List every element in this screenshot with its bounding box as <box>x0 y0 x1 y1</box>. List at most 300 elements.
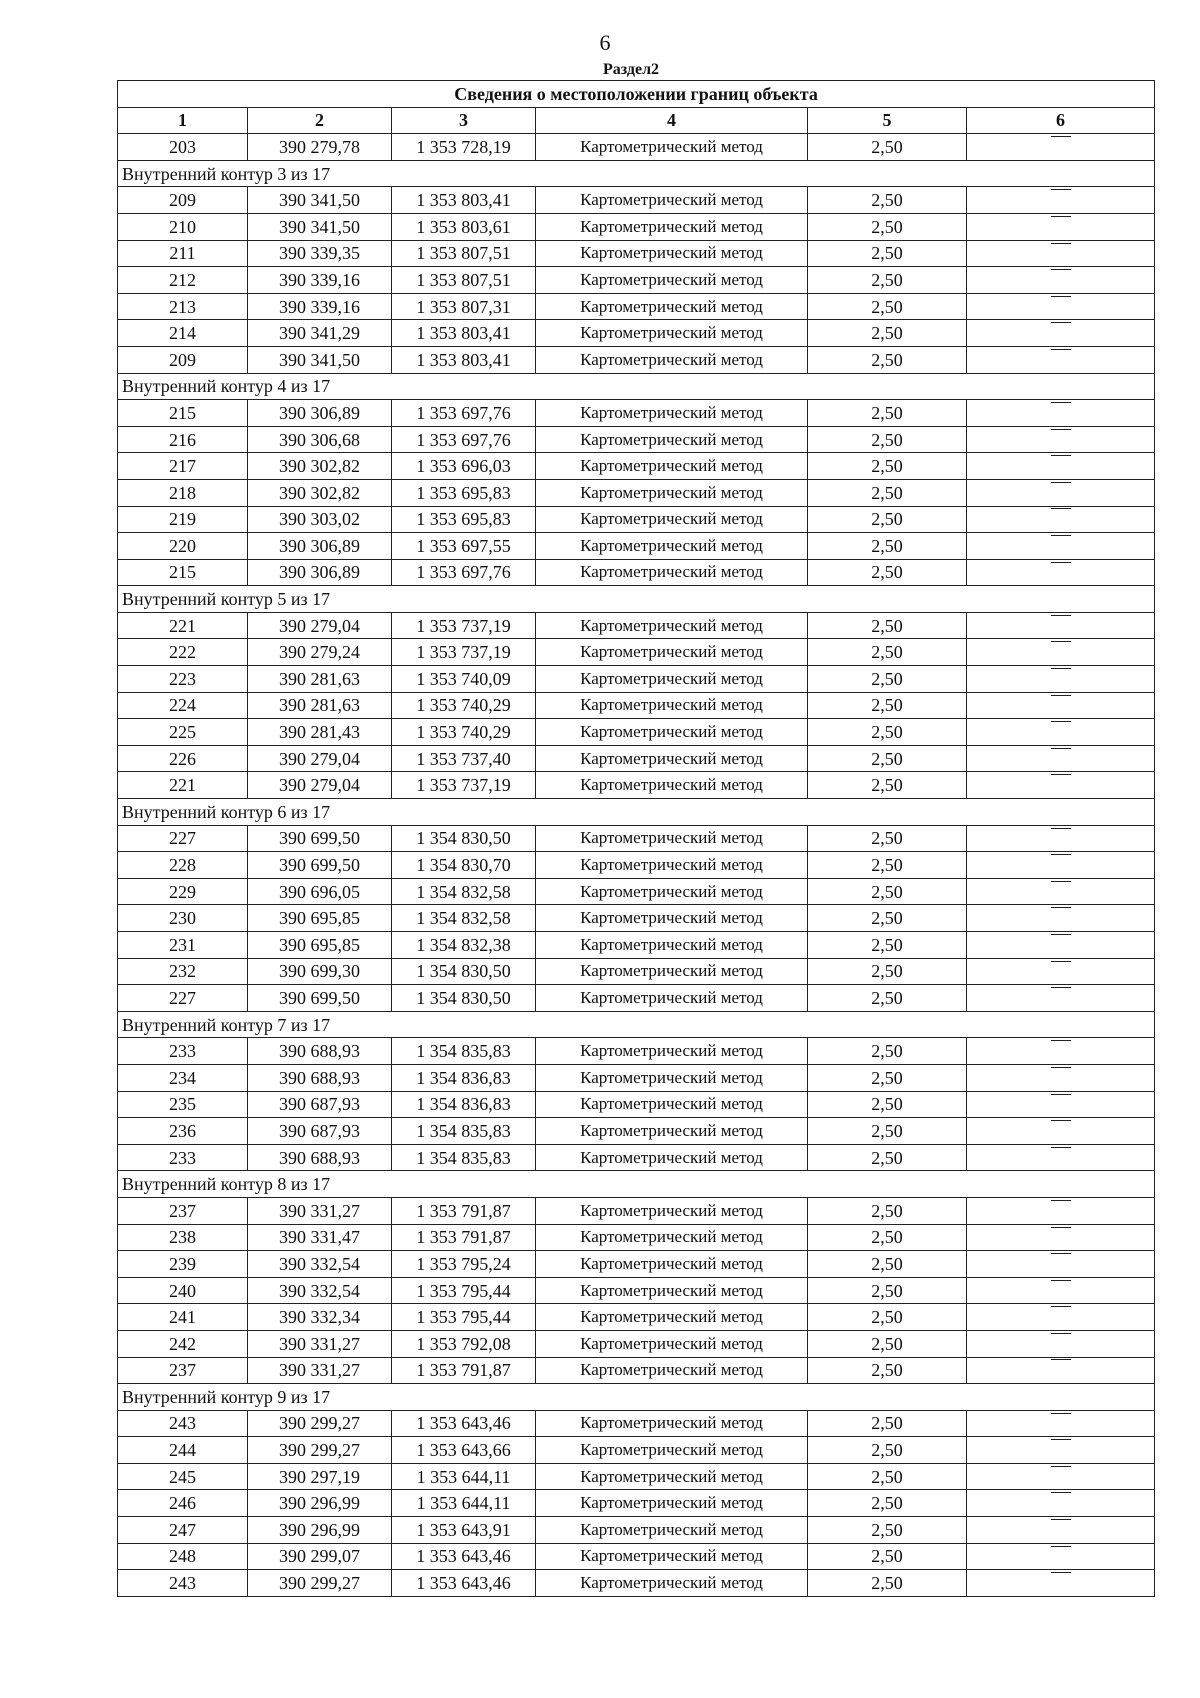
table-row <box>118 932 1155 959</box>
accuracy-cell: 2,50 <box>808 852 967 879</box>
description-cell <box>967 479 1155 506</box>
column-header: 4 <box>536 107 808 134</box>
method-cell: Картометрический метод <box>536 905 808 932</box>
boundary-coordinates-table <box>117 80 1155 1597</box>
method-cell: Картометрический метод <box>536 692 808 719</box>
coord-x-cell: 390 296,99 <box>248 1490 392 1517</box>
dash-icon <box>1051 1040 1071 1063</box>
coord-x-cell: 390 299,27 <box>248 1410 392 1437</box>
accuracy-cell: 2,50 <box>808 1118 967 1145</box>
dash-icon <box>1051 721 1071 744</box>
contour-label: Внутренний контур 3 из 17 <box>118 160 1155 187</box>
coord-y-cell: 1 353 697,76 <box>392 559 536 586</box>
description-cell <box>967 719 1155 746</box>
accuracy-cell: 2,50 <box>808 825 967 852</box>
description-cell <box>967 1197 1155 1224</box>
coord-x-cell: 390 341,50 <box>248 187 392 214</box>
point-number-cell: 236 <box>118 1118 248 1145</box>
description-cell <box>967 1251 1155 1278</box>
table-row <box>118 852 1155 879</box>
dash-icon <box>1051 296 1071 319</box>
point-number-cell: 243 <box>118 1410 248 1437</box>
table-row <box>118 639 1155 666</box>
contour-label: Внутренний контур 7 из 17 <box>118 1011 1155 1038</box>
coord-y-cell: 1 354 836,83 <box>392 1091 536 1118</box>
point-number-cell: 228 <box>118 852 248 879</box>
coord-y-cell: 1 353 644,11 <box>392 1490 536 1517</box>
accuracy-cell: 2,50 <box>808 1038 967 1065</box>
method-cell: Картометрический метод <box>536 1357 808 1384</box>
point-number-cell: 215 <box>118 400 248 427</box>
section-title: Раздел2 <box>602 61 660 78</box>
contour-label: Внутренний контур 9 из 17 <box>118 1384 1155 1411</box>
accuracy-cell: 2,50 <box>808 745 967 772</box>
contour-header-row <box>118 1171 1155 1198</box>
description-cell <box>967 1543 1155 1570</box>
dash-icon <box>1051 1200 1071 1223</box>
method-cell: Картометрический метод <box>536 346 808 373</box>
table-row <box>118 320 1155 347</box>
point-number-cell: 209 <box>118 346 248 373</box>
coord-x-cell: 390 699,50 <box>248 852 392 879</box>
coord-y-cell: 1 353 740,29 <box>392 719 536 746</box>
coord-y-cell: 1 353 644,11 <box>392 1463 536 1490</box>
coord-y-cell: 1 354 832,38 <box>392 932 536 959</box>
coord-y-cell: 1 353 643,66 <box>392 1437 536 1464</box>
accuracy-cell: 2,50 <box>808 320 967 347</box>
point-number-cell: 220 <box>118 533 248 560</box>
description-cell <box>967 346 1155 373</box>
description-cell <box>967 1144 1155 1171</box>
accuracy-cell: 2,50 <box>808 1144 967 1171</box>
dash-icon <box>1051 1546 1071 1569</box>
method-cell: Картометрический метод <box>536 1224 808 1251</box>
description-cell <box>967 692 1155 719</box>
description-cell <box>967 745 1155 772</box>
accuracy-cell: 2,50 <box>808 506 967 533</box>
table-row <box>118 506 1155 533</box>
dash-icon <box>1051 907 1071 930</box>
coord-x-cell: 390 279,24 <box>248 639 392 666</box>
dash-icon <box>1051 269 1071 292</box>
table-row <box>118 533 1155 560</box>
table-row <box>118 825 1155 852</box>
point-number-cell: 215 <box>118 559 248 586</box>
point-number-cell: 241 <box>118 1304 248 1331</box>
contour-label: Внутренний контур 6 из 17 <box>118 799 1155 826</box>
description-cell <box>967 533 1155 560</box>
point-number-cell: 212 <box>118 267 248 294</box>
point-number-cell: 244 <box>118 1437 248 1464</box>
coord-y-cell: 1 354 835,83 <box>392 1118 536 1145</box>
coord-y-cell: 1 353 643,91 <box>392 1517 536 1544</box>
method-cell: Картометрический метод <box>536 1064 808 1091</box>
coord-y-cell: 1 353 695,83 <box>392 479 536 506</box>
dash-icon <box>1051 987 1071 1010</box>
description-cell <box>967 213 1155 240</box>
contour-header-row <box>118 373 1155 400</box>
table-row <box>118 1197 1155 1224</box>
table-row <box>118 1277 1155 1304</box>
dash-icon <box>1051 1147 1071 1170</box>
dash-icon <box>1051 189 1071 212</box>
point-number-cell: 235 <box>118 1091 248 1118</box>
coord-x-cell: 390 331,47 <box>248 1224 392 1251</box>
table-row <box>118 213 1155 240</box>
point-number-cell: 227 <box>118 825 248 852</box>
dash-icon <box>1051 562 1071 585</box>
point-number-cell: 210 <box>118 213 248 240</box>
description-cell <box>967 1224 1155 1251</box>
point-number-cell: 233 <box>118 1038 248 1065</box>
method-cell: Картометрический метод <box>536 1304 808 1331</box>
method-cell: Картометрический метод <box>536 666 808 693</box>
method-cell: Картометрический метод <box>536 1091 808 1118</box>
point-number-cell: 239 <box>118 1251 248 1278</box>
accuracy-cell: 2,50 <box>808 213 967 240</box>
point-number-cell: 234 <box>118 1064 248 1091</box>
description-cell <box>967 878 1155 905</box>
point-number-cell: 213 <box>118 293 248 320</box>
description-cell <box>967 932 1155 959</box>
table-row <box>118 1463 1155 1490</box>
method-cell: Картометрический метод <box>536 479 808 506</box>
accuracy-cell: 2,50 <box>808 692 967 719</box>
dash-icon <box>1051 1519 1071 1542</box>
table-row <box>118 1144 1155 1171</box>
coord-x-cell: 390 279,04 <box>248 772 392 799</box>
coord-y-cell: 1 353 740,09 <box>392 666 536 693</box>
coord-x-cell: 390 299,27 <box>248 1570 392 1597</box>
coord-y-cell: 1 353 740,29 <box>392 692 536 719</box>
description-cell <box>967 400 1155 427</box>
description-cell <box>967 187 1155 214</box>
coord-y-cell: 1 353 697,76 <box>392 426 536 453</box>
description-cell <box>967 1517 1155 1544</box>
accuracy-cell: 2,50 <box>808 1410 967 1437</box>
coord-x-cell: 390 331,27 <box>248 1197 392 1224</box>
point-number-cell: 221 <box>118 612 248 639</box>
method-cell: Картометрический метод <box>536 639 808 666</box>
method-cell: Картометрический метод <box>536 293 808 320</box>
coord-x-cell: 390 332,54 <box>248 1277 392 1304</box>
point-number-cell: 237 <box>118 1197 248 1224</box>
coord-y-cell: 1 353 643,46 <box>392 1410 536 1437</box>
coord-x-cell: 390 699,50 <box>248 985 392 1012</box>
method-cell: Картометрический метод <box>536 559 808 586</box>
accuracy-cell: 2,50 <box>808 1330 967 1357</box>
dash-icon <box>1051 1572 1071 1595</box>
accuracy-cell: 2,50 <box>808 426 967 453</box>
contour-header-row <box>118 586 1155 613</box>
method-cell: Картометрический метод <box>536 1197 808 1224</box>
description-cell <box>967 267 1155 294</box>
method-cell: Картометрический метод <box>536 1330 808 1357</box>
point-number-cell: 240 <box>118 1277 248 1304</box>
table-title: Сведения о местоположении границ объекта <box>118 81 1155 108</box>
coord-y-cell: 1 353 795,44 <box>392 1277 536 1304</box>
coord-x-cell: 390 341,50 <box>248 213 392 240</box>
description-cell <box>967 1330 1155 1357</box>
accuracy-cell: 2,50 <box>808 985 967 1012</box>
description-cell <box>967 1463 1155 1490</box>
method-cell: Картометрический метод <box>536 612 808 639</box>
coord-y-cell: 1 354 830,50 <box>392 825 536 852</box>
description-cell <box>967 1064 1155 1091</box>
table-row <box>118 1091 1155 1118</box>
point-number-cell: 216 <box>118 426 248 453</box>
coord-y-cell: 1 353 803,61 <box>392 213 536 240</box>
coord-y-cell: 1 353 803,41 <box>392 320 536 347</box>
coord-y-cell: 1 353 737,19 <box>392 612 536 639</box>
table-row <box>118 1251 1155 1278</box>
coord-x-cell: 390 279,04 <box>248 745 392 772</box>
point-number-cell: 230 <box>118 905 248 932</box>
coord-x-cell: 390 306,89 <box>248 400 392 427</box>
coord-x-cell: 390 332,34 <box>248 1304 392 1331</box>
coord-y-cell: 1 353 697,55 <box>392 533 536 560</box>
accuracy-cell: 2,50 <box>808 1277 967 1304</box>
point-number-cell: 237 <box>118 1357 248 1384</box>
table-body <box>118 81 1155 1597</box>
point-number-cell: 233 <box>118 1144 248 1171</box>
coord-x-cell: 390 688,93 <box>248 1144 392 1171</box>
accuracy-cell: 2,50 <box>808 1570 967 1597</box>
accuracy-cell: 2,50 <box>808 958 967 985</box>
accuracy-cell: 2,50 <box>808 1304 967 1331</box>
method-cell: Картометрический метод <box>536 1277 808 1304</box>
accuracy-cell: 2,50 <box>808 1437 967 1464</box>
dash-icon <box>1051 1306 1071 1329</box>
description-cell <box>967 426 1155 453</box>
accuracy-cell: 2,50 <box>808 479 967 506</box>
accuracy-cell: 2,50 <box>808 533 967 560</box>
coord-y-cell: 1 353 803,41 <box>392 187 536 214</box>
coord-y-cell: 1 353 695,83 <box>392 506 536 533</box>
dash-icon <box>1051 1280 1071 1303</box>
coord-x-cell: 390 687,93 <box>248 1091 392 1118</box>
coord-y-cell: 1 353 795,44 <box>392 1304 536 1331</box>
accuracy-cell: 2,50 <box>808 905 967 932</box>
coord-x-cell: 390 339,16 <box>248 293 392 320</box>
description-cell <box>967 1410 1155 1437</box>
dash-icon <box>1051 1067 1071 1090</box>
dash-icon <box>1051 934 1071 957</box>
point-number-cell: 219 <box>118 506 248 533</box>
dash-icon <box>1051 1439 1071 1462</box>
coord-y-cell: 1 354 836,83 <box>392 1064 536 1091</box>
table-row <box>118 453 1155 480</box>
method-cell: Картометрический метод <box>536 1251 808 1278</box>
accuracy-cell: 2,50 <box>808 719 967 746</box>
table-row <box>118 612 1155 639</box>
column-header-row <box>118 107 1155 134</box>
point-number-cell: 218 <box>118 479 248 506</box>
dash-icon <box>1051 455 1071 478</box>
coord-y-cell: 1 353 807,51 <box>392 267 536 294</box>
dash-icon <box>1051 349 1071 372</box>
accuracy-cell: 2,50 <box>808 1490 967 1517</box>
description-cell <box>967 985 1155 1012</box>
coord-x-cell: 390 688,93 <box>248 1064 392 1091</box>
coord-y-cell: 1 353 807,51 <box>392 240 536 267</box>
coord-x-cell: 390 688,93 <box>248 1038 392 1065</box>
table-row <box>118 559 1155 586</box>
accuracy-cell: 2,50 <box>808 1517 967 1544</box>
point-number-cell: 238 <box>118 1224 248 1251</box>
description-cell <box>967 825 1155 852</box>
point-number-cell: 243 <box>118 1570 248 1597</box>
coord-x-cell: 390 695,85 <box>248 905 392 932</box>
description-cell <box>967 240 1155 267</box>
table-row <box>118 346 1155 373</box>
dash-icon <box>1051 322 1071 345</box>
point-number-cell: 225 <box>118 719 248 746</box>
coord-y-cell: 1 354 835,83 <box>392 1144 536 1171</box>
description-cell <box>967 852 1155 879</box>
description-cell <box>967 453 1155 480</box>
point-number-cell: 221 <box>118 772 248 799</box>
coord-y-cell: 1 354 832,58 <box>392 905 536 932</box>
point-number-cell: 248 <box>118 1543 248 1570</box>
contour-label: Внутренний контур 4 из 17 <box>118 373 1155 400</box>
point-number-cell: 231 <box>118 932 248 959</box>
coord-x-cell: 390 302,82 <box>248 479 392 506</box>
accuracy-cell: 2,50 <box>808 666 967 693</box>
coord-x-cell: 390 281,43 <box>248 719 392 746</box>
method-cell: Картометрический метод <box>536 772 808 799</box>
point-number-cell: 229 <box>118 878 248 905</box>
dash-icon <box>1051 828 1071 851</box>
accuracy-cell: 2,50 <box>808 240 967 267</box>
accuracy-cell: 2,50 <box>808 932 967 959</box>
table-row <box>118 1064 1155 1091</box>
table-row <box>118 293 1155 320</box>
dash-icon <box>1051 482 1071 505</box>
description-cell <box>967 666 1155 693</box>
dash-icon <box>1051 1359 1071 1382</box>
method-cell: Картометрический метод <box>536 400 808 427</box>
method-cell: Картометрический метод <box>536 1463 808 1490</box>
method-cell: Картометрический метод <box>536 958 808 985</box>
table-row <box>118 1570 1155 1597</box>
coord-x-cell: 390 332,54 <box>248 1251 392 1278</box>
accuracy-cell: 2,50 <box>808 1251 967 1278</box>
method-cell: Картометрический метод <box>536 533 808 560</box>
dash-icon <box>1051 1492 1071 1515</box>
dash-icon <box>1051 136 1071 159</box>
column-header: 6 <box>967 107 1155 134</box>
method-cell: Картометрический метод <box>536 1517 808 1544</box>
description-cell <box>967 320 1155 347</box>
table-row <box>118 426 1155 453</box>
description-cell <box>967 772 1155 799</box>
description-cell <box>967 1490 1155 1517</box>
method-cell: Картометрический метод <box>536 240 808 267</box>
coord-x-cell: 390 297,19 <box>248 1463 392 1490</box>
method-cell: Картометрический метод <box>536 187 808 214</box>
point-number-cell: 245 <box>118 1463 248 1490</box>
coord-x-cell: 390 306,89 <box>248 559 392 586</box>
table-row <box>118 905 1155 932</box>
method-cell: Картометрический метод <box>536 426 808 453</box>
coord-y-cell: 1 353 807,31 <box>392 293 536 320</box>
point-number-cell: 227 <box>118 985 248 1012</box>
coord-x-cell: 390 341,29 <box>248 320 392 347</box>
coord-y-cell: 1 353 697,76 <box>392 400 536 427</box>
description-cell <box>967 134 1155 161</box>
coord-y-cell: 1 353 728,19 <box>392 134 536 161</box>
coord-x-cell: 390 331,27 <box>248 1330 392 1357</box>
coord-x-cell: 390 302,82 <box>248 453 392 480</box>
table-title-row <box>118 81 1155 108</box>
column-header: 1 <box>118 107 248 134</box>
table-row <box>118 1517 1155 1544</box>
method-cell: Картометрический метод <box>536 1410 808 1437</box>
coord-y-cell: 1 354 830,50 <box>392 958 536 985</box>
dash-icon <box>1051 429 1071 452</box>
method-cell: Картометрический метод <box>536 1490 808 1517</box>
dash-icon <box>1051 216 1071 239</box>
coord-y-cell: 1 353 643,46 <box>392 1543 536 1570</box>
dash-icon <box>1051 641 1071 664</box>
accuracy-cell: 2,50 <box>808 639 967 666</box>
coord-y-cell: 1 353 795,24 <box>392 1251 536 1278</box>
coord-x-cell: 390 279,78 <box>248 134 392 161</box>
column-header: 2 <box>248 107 392 134</box>
method-cell: Картометрический метод <box>536 1437 808 1464</box>
point-number-cell: 209 <box>118 187 248 214</box>
coord-x-cell: 390 696,05 <box>248 878 392 905</box>
dash-icon <box>1051 615 1071 638</box>
coord-x-cell: 390 299,27 <box>248 1437 392 1464</box>
accuracy-cell: 2,50 <box>808 346 967 373</box>
table-row <box>118 1304 1155 1331</box>
description-cell <box>967 1357 1155 1384</box>
description-cell <box>967 1437 1155 1464</box>
method-cell: Картометрический метод <box>536 1038 808 1065</box>
coord-y-cell: 1 354 830,70 <box>392 852 536 879</box>
dash-icon <box>1051 1413 1071 1436</box>
description-cell <box>967 958 1155 985</box>
point-number-cell: 223 <box>118 666 248 693</box>
coord-x-cell: 390 299,07 <box>248 1543 392 1570</box>
coord-y-cell: 1 353 696,03 <box>392 453 536 480</box>
accuracy-cell: 2,50 <box>808 1197 967 1224</box>
description-cell <box>967 1091 1155 1118</box>
dash-icon <box>1051 535 1071 558</box>
accuracy-cell: 2,50 <box>808 453 967 480</box>
method-cell: Картометрический метод <box>536 985 808 1012</box>
accuracy-cell: 2,50 <box>808 772 967 799</box>
coord-x-cell: 390 281,63 <box>248 666 392 693</box>
accuracy-cell: 2,50 <box>808 1543 967 1570</box>
coord-x-cell: 390 281,63 <box>248 692 392 719</box>
method-cell: Картометрический метод <box>536 320 808 347</box>
coord-y-cell: 1 354 835,83 <box>392 1038 536 1065</box>
table-row <box>118 400 1155 427</box>
table-row <box>118 692 1155 719</box>
accuracy-cell: 2,50 <box>808 1064 967 1091</box>
method-cell: Картометрический метод <box>536 1118 808 1145</box>
coord-x-cell: 390 279,04 <box>248 612 392 639</box>
coord-x-cell: 390 339,35 <box>248 240 392 267</box>
description-cell <box>967 506 1155 533</box>
accuracy-cell: 2,50 <box>808 293 967 320</box>
dash-icon <box>1051 1466 1071 1489</box>
table-row <box>118 1437 1155 1464</box>
dash-icon <box>1051 854 1071 877</box>
